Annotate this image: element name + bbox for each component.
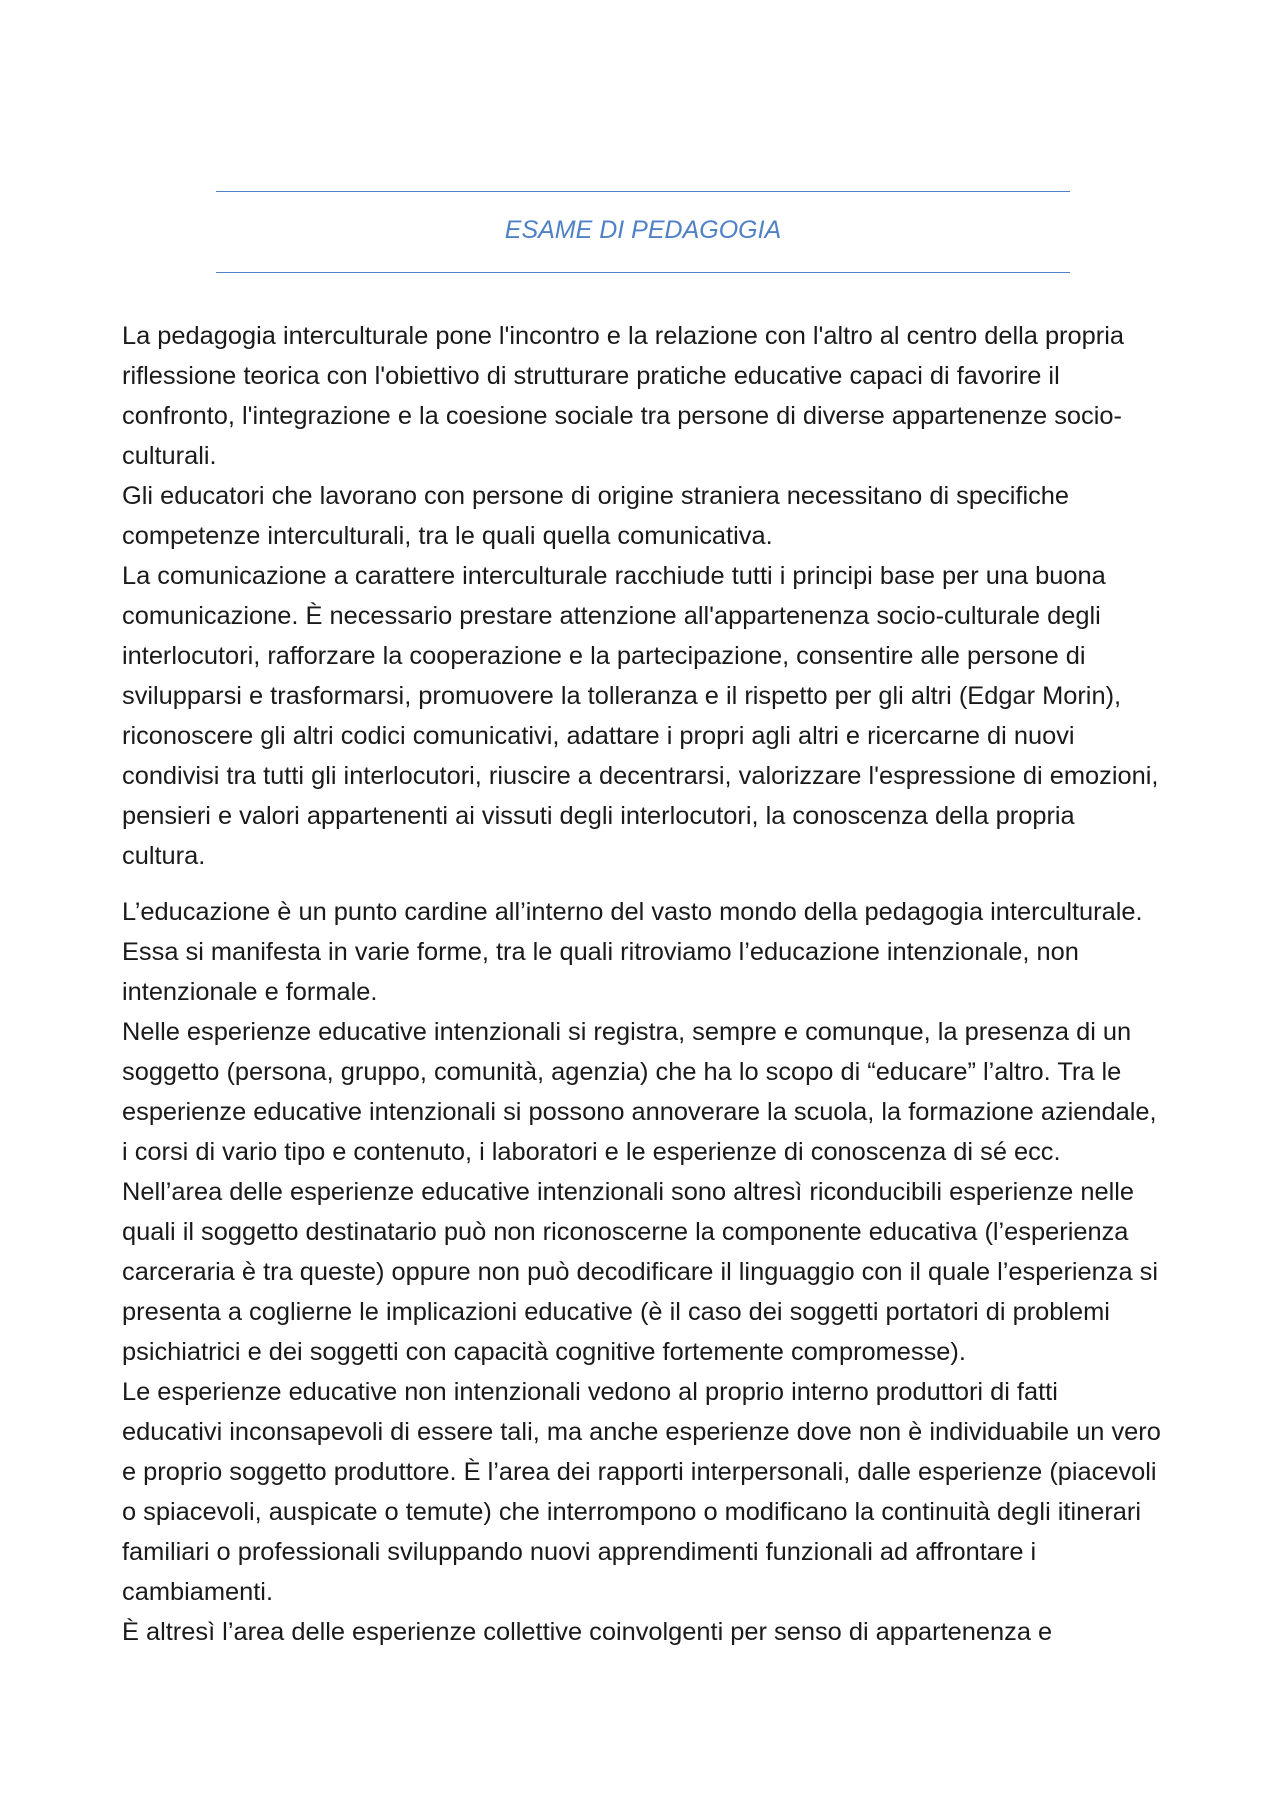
- paragraph-5: Nelle esperienze educative intenzionali si registra, sempre e comunque, la presenza di un soggetto (persona, gruppo, comunità, agenzia) che ha lo scopo di “educare” l’altro. Tra le esperienze educative intenzionali si possono annoverare la scuola, la formazione aziendale, i corsi di vario tipo e contenuto, i laboratori e le esperienze di conoscenza di sé ecc. Nell’area delle esperienze educative intenzionali sono altresì riconducibili esperienze nelle quali il soggetto destinatario può non riconoscerne la componente educativa (l’esperienza carceraria è tra queste) oppure non può decodificare il linguaggio con il quale l’esperienza si presenta a coglierne le implicazioni educative (è il caso dei soggetti portatori di problemi psichiatrici e dei soggetti con capacità cognitive fortemente compromesse).: [122, 1018, 1159, 1366]
- document-body: [122, 316, 1162, 1652]
- paragraph-6: Le esperienze educative non intenzionali vedono al proprio interno produttori di fatti educativi inconsapevoli di essere tali, ma anche esperienze dove non è individuabile un vero e proprio soggetto produttore. È l’area dei rapporti interpersonali, dalle esperienze (piacevoli o spiacevoli, auspicate o temute) che interrompono o modificano la continuità degli itinerari familiari o professionali sviluppando nuovi apprendimenti funzionali ad affrontare i cambiamenti.: [122, 1378, 1161, 1606]
- paragraph-1: La pedagogia interculturale pone l'incontro e la relazione con l'altro al centro della propria riflessione teorica con l'obiettivo di strutturare pratiche educative capaci di favorire il confronto, l'integrazione e la coesione sociale tra persone di diverse appartenenze socio-culturali.: [122, 322, 1124, 470]
- document-title: ESAME DI PEDAGOGIA: [504, 216, 782, 244]
- paragraph-4: L’educazione è un punto cardine all’interno del vasto mondo della pedagogia interculturale. Essa si manifesta in varie forme, tra le quali ritroviamo l’educazione intenzionale, non intenzionale e formale.: [122, 898, 1143, 1006]
- title-block: [216, 191, 1070, 273]
- paragraph-2: Gli educatori che lavorano con persone di origine straniera necessitano di specifiche competenze interculturali, tra le quali quella comunicativa.: [122, 482, 1070, 550]
- paragraph-3: La comunicazione a carattere interculturale racchiude tutti i principi base per una buona comunicazione. È necessario prestare attenzione all'appartenenza socio-culturale degli interlocutori, rafforzare la cooperazione e la partecipazione, consentire alle persone di svilupparsi e trasformarsi, promuovere la tolleranza e il rispetto per gli altri (Edgar Morin), riconoscere gli altri codici comunicativi, adattare i propri agli altri e ricercarne di nuovi condivisi tra tutti gli interlocutori, riuscire a decentrarsi, valorizzare l'espressione di emozioni, pensieri e valori appartenenti ai vissuti degli interlocutori, la conoscenza della propria cultura.: [122, 562, 1159, 870]
- title-rule-bottom: [216, 272, 1070, 273]
- paragraph-7: È altresì l’area delle esperienze collettive coinvolgenti per senso di appartenenza e: [122, 1618, 1053, 1646]
